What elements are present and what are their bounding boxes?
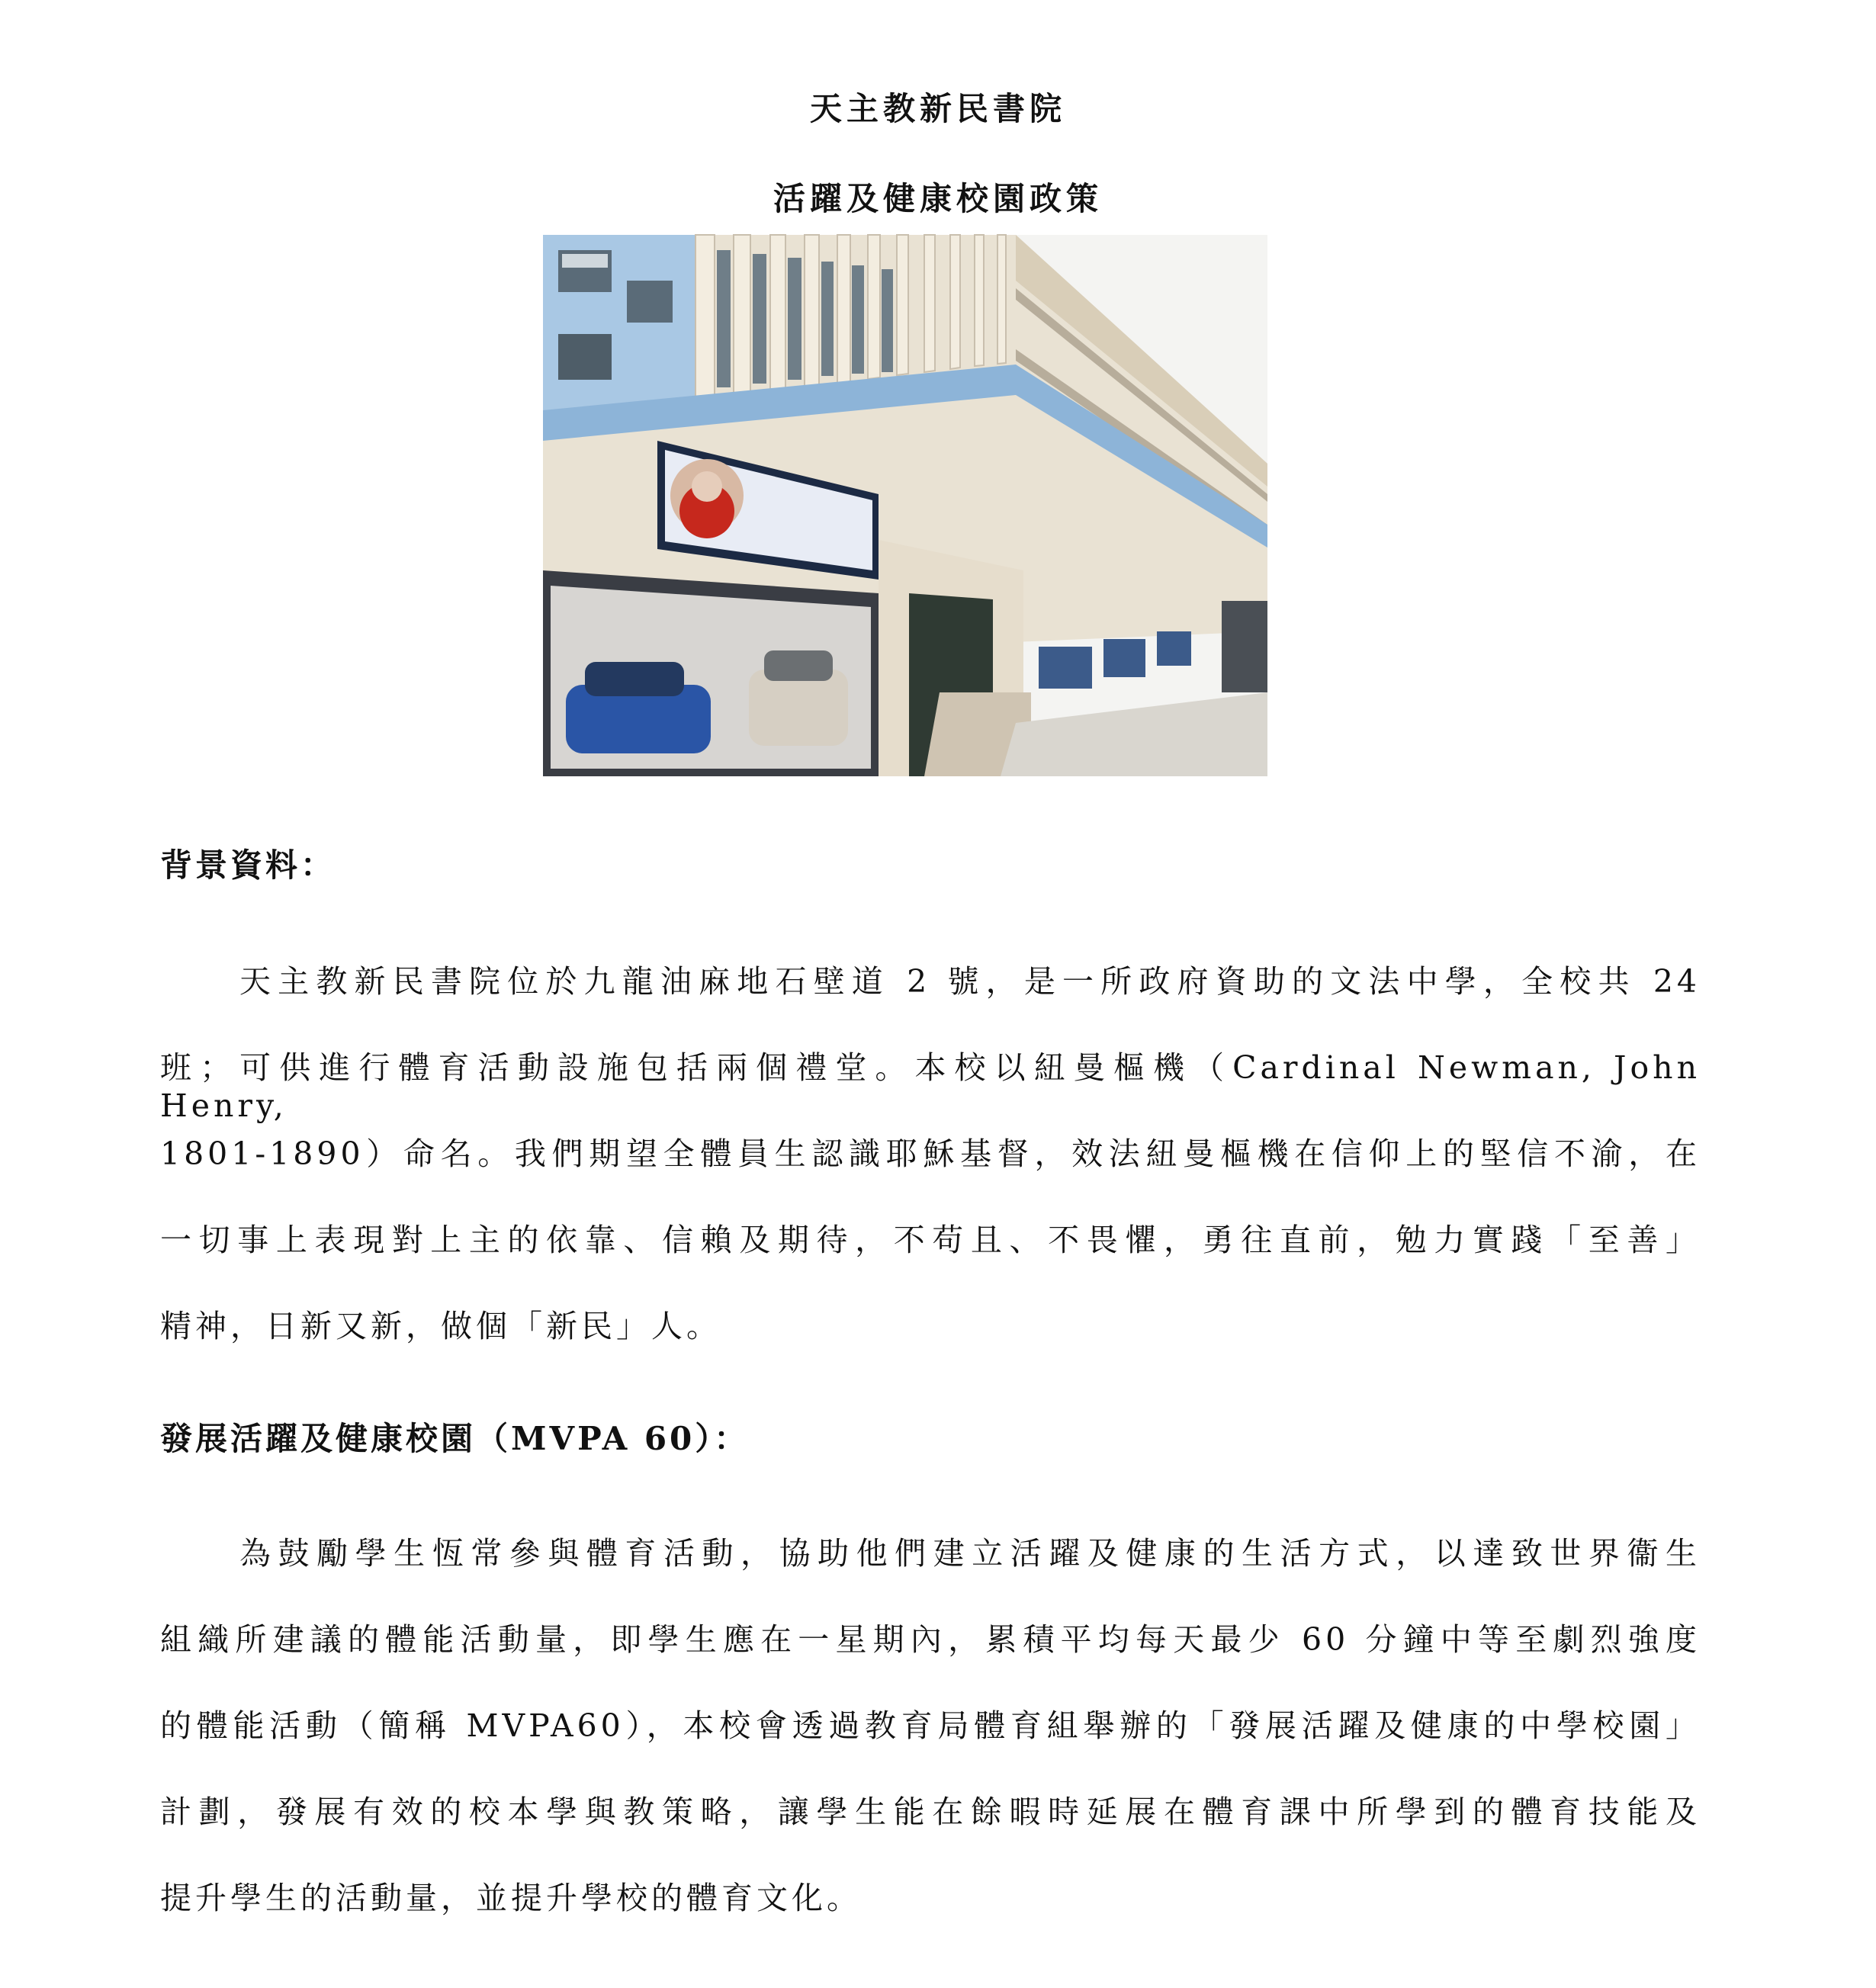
background-line-2: 班；可供進行體育活動設施包括兩個禮堂。本校以紐曼樞機（Cardinal Newman, John Henry, <box>160 1049 1701 1124</box>
background-heading: 背景資料： <box>160 846 336 884</box>
mvpa-line-1: 為鼓勵學生恆常參與體育活動，協助他們建立活躍及健康的生活方式，以達致世界衞生 <box>239 1535 1701 1572</box>
background-line-3: 1801-1890）命名。我們期望全體員生認識耶穌基督，效法紐曼樞機在信仰上的堅信不渝，在 <box>160 1135 1701 1172</box>
mvpa-line-5: 提升學生的活動量，並提升學校的體育文化。 <box>160 1880 862 1916</box>
mvpa-heading: 發展活躍及健康校園（MVPA 60）： <box>160 1420 750 1457</box>
background-line-1: 天主教新民書院位於九龍油麻地石壁道 2 號，是一所政府資助的文法中學，全校共 24 <box>239 963 1701 1000</box>
school-title: 天主教新民書院 <box>809 90 1066 127</box>
background-line-5: 精神，日新又新，做個「新民」人。 <box>160 1308 721 1344</box>
mvpa-line-2: 組織所建議的體能活動量，即學生應在一星期內，累積平均每天最少 60 分鐘中等至劇烈強度 <box>160 1621 1701 1658</box>
policy-title: 活躍及健康校園政策 <box>773 180 1103 217</box>
school-building-photo <box>543 235 1267 776</box>
background-line-4: 一切事上表現對上主的依靠、信賴及期待，不苟且、不畏懼，勇往直前，勉力實踐「至善」 <box>160 1222 1701 1258</box>
mvpa-line-4: 計劃，發展有效的校本學與教策略，讓學生能在餘暇時延展在體育課中所學到的體育技能及 <box>160 1794 1701 1830</box>
mvpa-line-3: 的體能活動（簡稱 MVPA60），本校會透過教育局體育組舉辦的「發展活躍及健康的中學校園」 <box>160 1707 1701 1744</box>
